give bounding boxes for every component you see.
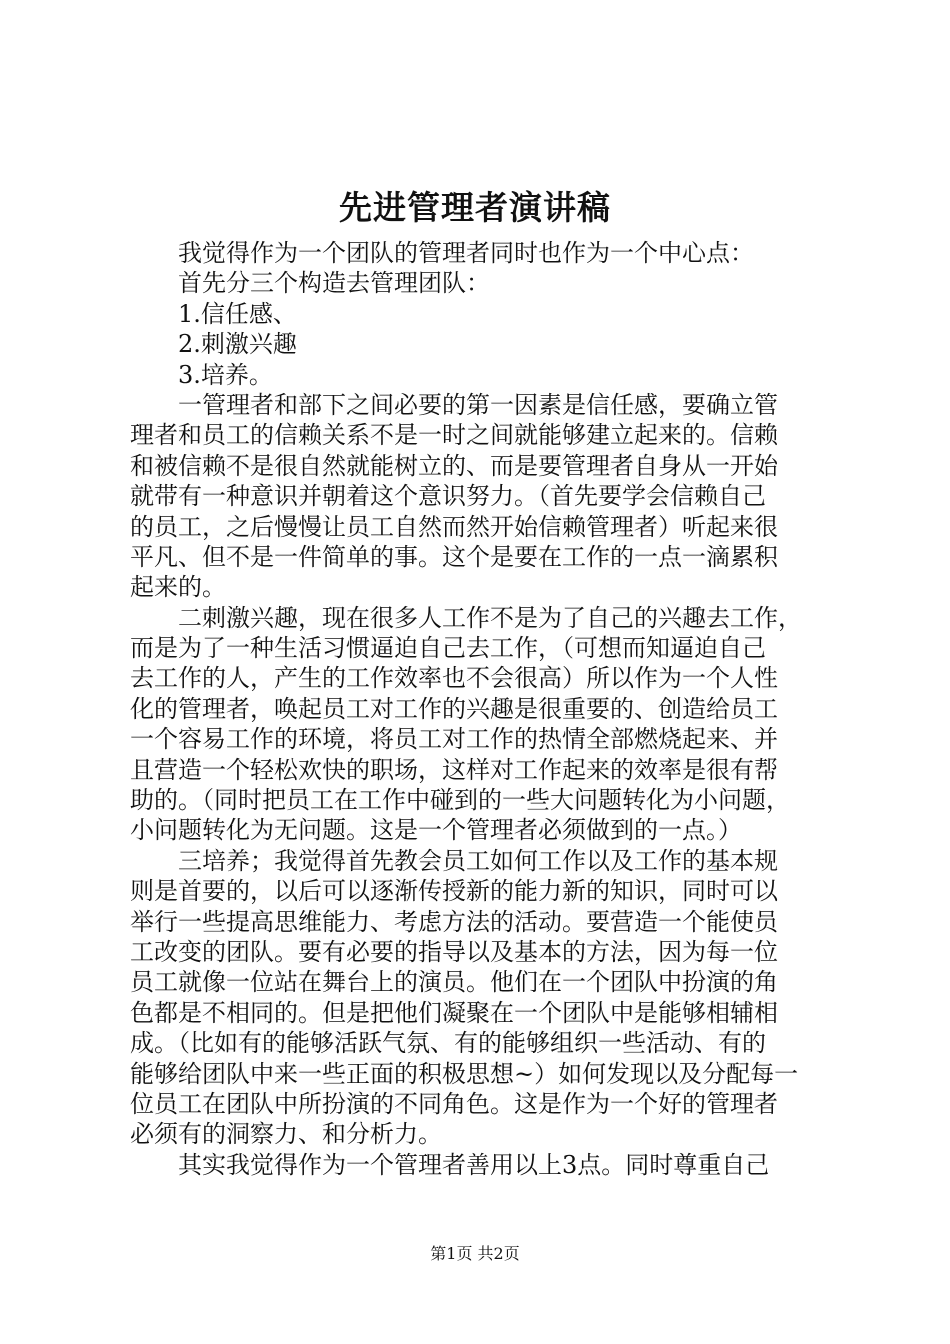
body-line: 其实我觉得作为一个管理者善用以上3点。同时尊重自己 — [178, 1150, 770, 1179]
body-line: 员工就像一位站在舞台上的演员。他们在一个团队中扮演的角 — [130, 968, 778, 997]
body-line: 3.培养。 — [178, 360, 273, 389]
body-line: 位员工在团队中所扮演的不同角色。这是作为一个好的管理者 — [130, 1089, 778, 1118]
body-line: 和被信赖不是很自然就能树立的、而是要管理者自身从一开始 — [130, 451, 778, 480]
body-line: 平凡、但不是一件简单的事。这个是要在工作的一点一滴累积 — [130, 542, 778, 571]
body-line: 工改变的团队。要有必要的指导以及基本的方法，因为每一位 — [130, 937, 778, 966]
body-line: 1.信任感、 — [178, 299, 297, 328]
body-line: 且营造一个轻松欢快的职场，这样对工作起来的效率是很有帮 — [130, 755, 778, 784]
body-line: 色都是不相同的。但是把他们凝聚在一个团队中是能够相辅相 — [130, 998, 778, 1027]
body-line: 理者和员工的信赖关系不是一时之间就能够建立起来的。信赖 — [130, 421, 778, 450]
body-line: 去工作的人，产生的工作效率也不会很高）所以作为一个人性 — [130, 664, 778, 693]
body-line: 必须有的洞察力、和分析力。 — [130, 1120, 442, 1149]
body-line: 小问题转化为无问题。这是一个管理者必须做到的一点。） — [130, 816, 742, 845]
body-line: 就带有一种意识并朝着这个意识努力。（首先要学会信赖自己 — [130, 482, 766, 511]
page-footer: 第1页 共2页 — [430, 1244, 520, 1263]
document-body — [130, 238, 830, 1180]
body-line: 一管理者和部下之间必要的第一因素是信任感，要确立管 — [178, 390, 778, 419]
document-title: 先进管理者演讲稿 — [339, 188, 611, 227]
body-line: 助的。（同时把员工在工作中碰到的一些大问题转化为小问题， — [130, 786, 790, 815]
body-line: 二刺激兴趣，现在很多人工作不是为了自己的兴趣去工作， — [178, 603, 802, 632]
body-line: 而是为了一种生活习惯逼迫自己去工作，（可想而知逼迫自己 — [130, 634, 766, 663]
body-line: 我觉得作为一个团队的管理者同时也作为一个中心点： — [178, 239, 754, 267]
body-line: 首先分三个构造去管理团队： — [178, 269, 490, 298]
body-line: 起来的。 — [130, 573, 226, 602]
body-line: 的员工，之后慢慢让员工自然而然开始信赖管理者）听起来很 — [130, 512, 778, 541]
body-line: 三培养；我觉得首先教会员工如何工作以及工作的基本规 — [178, 846, 778, 875]
body-line: 2.刺激兴趣 — [178, 330, 297, 359]
body-line: 则是首要的，以后可以逐渐传授新的能力新的知识，同时可以 — [130, 877, 778, 906]
body-line: 成。（比如有的能够活跃气氛、有的能够组织一些活动、有的 — [130, 1029, 766, 1058]
body-line: 举行一些提高思维能力、考虑方法的活动。要营造一个能使员 — [130, 907, 778, 936]
body-line: 一个容易工作的环境，将员工对工作的热情全部燃烧起来、并 — [130, 725, 778, 754]
body-line: 能够给团队中来一些正面的积极思想~）如何发现以及分配每一 — [130, 1059, 799, 1088]
body-line: 化的管理者，唤起员工对工作的兴趣是很重要的、创造给员工 — [130, 694, 778, 723]
